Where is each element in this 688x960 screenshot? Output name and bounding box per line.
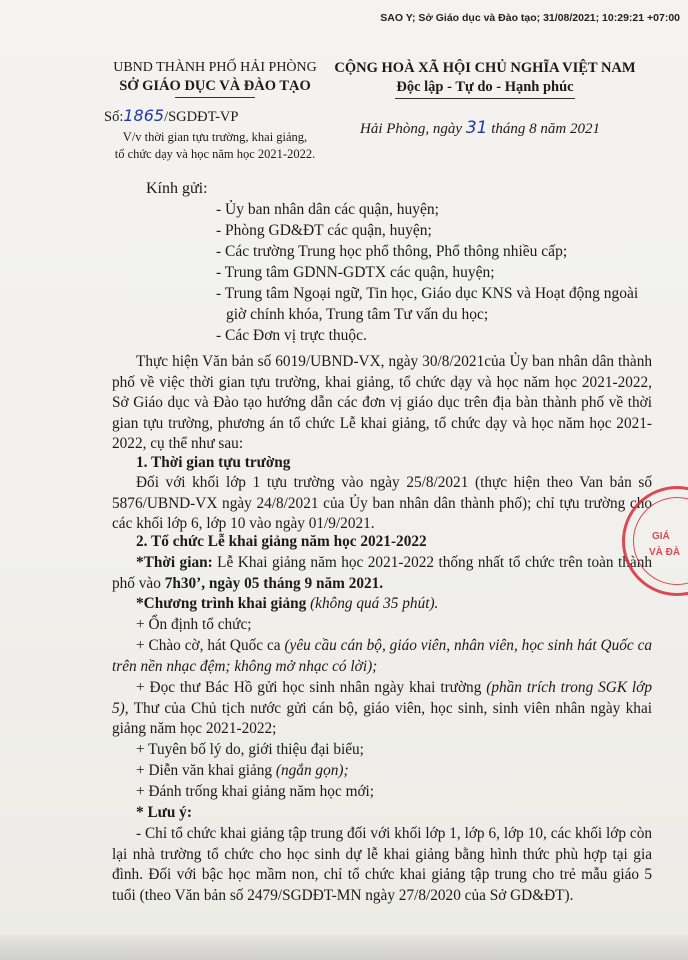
item3-rest: , Thư của Chủ tịch nước gửi cán bộ, giáo viên, học sinh, sinh viên nhân ngày khai giảng năm học 2021-2022; <box>112 699 652 737</box>
handwritten-number: 1865 <box>123 106 165 125</box>
copy-certification-stamp: SAO Y; Sở Giáo dục và Đào tạo; 31/08/2021; 10:29:21 +07:00 <box>380 12 680 24</box>
number-prefix: Số: <box>104 109 124 125</box>
note-label: * Lưu ý: <box>136 804 192 821</box>
date-prefix: Hải Phòng, ngày <box>360 121 463 137</box>
national-motto: Độc lập - Tự do - Hạnh phúc <box>396 79 574 95</box>
date-suffix: tháng 8 năm 2021 <box>491 121 600 137</box>
handwritten-day: 31 <box>465 118 488 138</box>
program-item-6: + Đánh trống khai giảng năm học mới; <box>136 783 375 800</box>
recipient-item: - Các Đơn vị trực thuộc. <box>216 327 367 344</box>
recipient-item: - Các trường Trung học phổ thông, Phổ thông nhiều cấp; <box>216 243 568 260</box>
time-bold: 7h30’, ngày 05 tháng 9 năm 2021. <box>164 574 384 592</box>
subject-line-1: V/v thời gian tựu trường, khai giảng, <box>122 130 308 144</box>
recipient-item: - Trung tâm Ngoại ngữ, Tin học, Giáo dục KNS và Hoạt động ngoài giờ chính khóa, Trung tâm Tư vấn du học; <box>216 285 639 323</box>
issue-date <box>360 118 600 138</box>
program-label: *Chương trình khai giảng <box>136 595 307 612</box>
section-1-title: 1. Thời gian tựu trường <box>136 454 291 471</box>
ceremony-time <box>112 553 652 594</box>
seal-text-1: GIÁ <box>652 531 670 542</box>
nation-title: CỘNG HOÀ XÃ HỘI CHỦ NGHĨA VIỆT NAM <box>334 60 636 76</box>
time-text: Lễ Khai giảng năm học 2021-2022 thống nhất tổ chức trên toàn thành phố vào <box>112 554 652 592</box>
program-item-2 <box>112 636 652 677</box>
issuer-header <box>105 60 325 98</box>
motto-underline <box>395 98 575 99</box>
item2-text: + Chào cờ, hát Quốc ca <box>136 637 281 654</box>
item5-text: + Diễn văn khai giảng <box>136 762 273 779</box>
subject-line <box>95 129 335 163</box>
seal-text-2: VÀ ĐÀ <box>649 547 681 558</box>
subject-line-2: tổ chức dạy và học năm học 2021-2022. <box>114 147 316 161</box>
national-header <box>325 60 645 99</box>
item3-note: (phần trích trong SGK lớp 5) <box>112 679 652 717</box>
item2-note: (yêu cầu cán bộ, giáo viên, nhân viên, học sinh hát Quốc ca trên nền nhạc đệm; không mở nhạc có lời); <box>112 637 653 675</box>
program-item-3 <box>112 678 652 740</box>
program-heading <box>112 594 652 615</box>
document-number <box>104 106 238 126</box>
issuer-underline <box>175 97 255 98</box>
issuer-authority: UBND THÀNH PHỐ HẢI PHÒNG <box>113 60 317 75</box>
time-label: *Thời gian: <box>136 554 213 571</box>
program-item-1: + Ổn định tổ chức; <box>136 616 252 633</box>
item3-text: + Đọc thư Bác Hồ gửi học sinh nhân ngày khai trường <box>136 679 482 696</box>
intro-paragraph: Thực hiện Văn bản số 6019/UBND-VX, ngày 30/8/2021của Ủy ban nhân dân thành phố về việc thời gian tựu trường, khai giảng, tổ chức dạy và học năm học 2021-2022, Sở Giáo dục và Đào tạo hướng dẫn các đơn vị giáo dục trên địa bàn thành phố về thời gian tựu trường, phương án tổ chức Lễ khai giảng, tổ chức dạy và học năm học 2021-2022, cụ thể như sau: <box>112 353 652 452</box>
recipient-item: - Phòng GD&ĐT các quận, huyện; <box>216 222 432 239</box>
item5-note: (ngắn gọn); <box>275 762 349 779</box>
recipient-list <box>216 199 656 346</box>
number-suffix: /SGDĐT-VP <box>164 109 239 125</box>
recipient-item: - Trung tâm GDNN-GDTX các quận, huyện; <box>216 264 495 281</box>
greeting: Kính gửi: <box>146 180 208 197</box>
page-bottom-edge <box>0 935 688 960</box>
program-note: (không quá 35 phút). <box>310 595 439 612</box>
section-1-text: Đối với khối lớp 1 tựu trường vào ngày 25/8/2021 (thực hiện theo Van bản số 5876/UBND-VX ngày 24/8/2021 của Ủy ban nhân dân thành phố); chỉ tựu trường cho các khối lớp 6, lớp 10 vào ngày 01/9/2021. <box>112 474 652 532</box>
program-item-5 <box>112 761 652 782</box>
recipient-item: - Ủy ban nhân dân các quận, huyện; <box>216 201 439 218</box>
section-2-title: 2. Tổ chức Lễ khai giảng năm học 2021-2022 <box>136 533 427 550</box>
issuer-department: SỞ GIÁO DỤC VÀ ĐÀO TẠO <box>119 78 311 94</box>
note-text: - Chỉ tổ chức khai giảng tập trung đối với khối lớp 1, lớp 6, lớp 10, các khối lớp còn lại nhà trường tổ chức cho học sinh dự lễ khai giảng bằng hình thức phù hợp tại gia đình. Đối với bậc học mầm non, chỉ tổ chức khai giảng tập trung cho trẻ mẫu giáo 5 tuổi (theo Văn bản số 2479/SGDĐT-MN ngày 27/8/2020 của Sở GD&ĐT). <box>112 825 652 904</box>
program-item-4: + Tuyên bố lý do, giới thiệu đại biểu; <box>136 741 364 758</box>
